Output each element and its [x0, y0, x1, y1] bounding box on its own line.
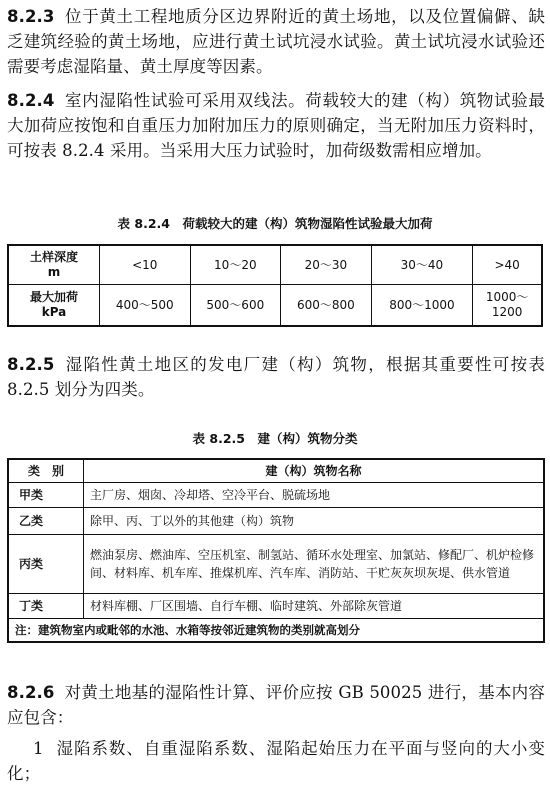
- names-cell: 除甲、丙、丁以外的其他建（构）筑物: [84, 508, 545, 535]
- table-cell: 600～800: [281, 285, 372, 327]
- section-8-2-3: [7, 4, 545, 79]
- section-8-2-4: [7, 88, 545, 163]
- table-row: [8, 535, 544, 594]
- cell-line: 1200: [491, 305, 523, 319]
- table-8-2-4-caption: 表 8.2.4 荷载较大的建（构）筑物湿陷性试验最大加荷: [117, 216, 433, 231]
- row-header-unit: m: [47, 265, 61, 279]
- table-cell: 400～500: [100, 285, 191, 327]
- cell-line: 1000～: [485, 290, 529, 304]
- row-header-label: 最大加荷: [29, 290, 78, 304]
- section-text: 湿陷性黄土地区的发电厂建（构）筑物，根据其重要性可按表 8.2.5 划分为四类。: [7, 355, 545, 399]
- table-8-2-4: [7, 244, 543, 327]
- table-cell: <10: [100, 245, 191, 285]
- names-cell: 燃油泵房、燃油库、空压机室、制氢站、循环水处理室、加氯站、修配厂、机炉检修间、材料库、机车库、推煤机库、汽车库、消防站、干贮灰灰坝灰堤、供水管道: [84, 535, 545, 594]
- table-cell: >40: [473, 245, 542, 285]
- table-cell: 30～40: [371, 245, 473, 285]
- table-note-row: [8, 619, 544, 643]
- category-cell: 乙类: [8, 508, 84, 535]
- row-header-label: 土样深度: [29, 250, 78, 264]
- table-row: [8, 285, 542, 327]
- column-header: 类 别: [8, 459, 84, 483]
- table-cell: 800～1000: [371, 285, 473, 327]
- table-cell: 20～30: [281, 245, 372, 285]
- section-number: 8.2.5: [7, 355, 55, 374]
- table-row: [8, 594, 544, 619]
- section-number: 8.2.4: [7, 91, 55, 110]
- section-number: 8.2.6: [7, 683, 55, 702]
- table-cell: [473, 285, 542, 327]
- column-header: 建（构）筑物名称: [84, 459, 545, 483]
- table-row: [8, 245, 542, 285]
- table-row: [8, 483, 544, 508]
- table-8-2-5-caption: 表 8.2.5 建（构）筑物分类: [192, 431, 358, 446]
- names-cell: 主厂房、烟囱、冷却塔、空冷平台、脱硫场地: [84, 483, 545, 508]
- section-text: 室内湿陷性试验可采用双线法。荷载较大的建（构）筑物试验最大加荷应按饱和自重压力加附加压力的原则确定，当无附加压力资料时，可按表 8.2.4 采用。当采用大压力试验时，加荷级数需相应增加。: [7, 91, 545, 160]
- table-cell: 10～20: [190, 245, 281, 285]
- list-item-text: 湿陷系数、自重湿陷系数、湿陷起始压力在平面与竖向的大小变化；: [7, 739, 545, 783]
- list-item-number: 1: [33, 739, 44, 758]
- section-8-2-6: [7, 680, 545, 730]
- section-text: 对黄土地基的湿陷性计算、评价应按 GB 50025 进行，基本内容应包含：: [7, 683, 545, 727]
- table-header-row: [8, 459, 544, 483]
- category-cell: 甲类: [8, 483, 84, 508]
- category-cell: 丙类: [8, 535, 84, 594]
- row-header-depth: [8, 245, 100, 285]
- list-item-1: [7, 736, 545, 786]
- category-cell: 丁类: [8, 594, 84, 619]
- section-text: 位于黄土工程地质分区边界附近的黄土场地，以及位置偏僻、缺乏建筑经验的黄土场地，应进行黄土试坑浸水试验。黄土试坑浸水试验还需要考虑湿陷量、黄土厚度等因素。: [7, 7, 545, 76]
- section-8-2-5: [7, 352, 545, 402]
- table-note: 注：建筑物室内或毗邻的水池、水箱等按邻近建筑物的类别就高划分: [8, 619, 544, 643]
- section-number: 8.2.3: [7, 7, 55, 26]
- row-header-unit: kPa: [41, 305, 67, 319]
- names-cell: 材料库棚、厂区围墙、自行车棚、临时建筑、外部除灰管道: [84, 594, 545, 619]
- table-cell: 500～600: [190, 285, 281, 327]
- table-8-2-5: [7, 458, 545, 643]
- row-header-load: [8, 285, 100, 327]
- table-row: [8, 508, 544, 535]
